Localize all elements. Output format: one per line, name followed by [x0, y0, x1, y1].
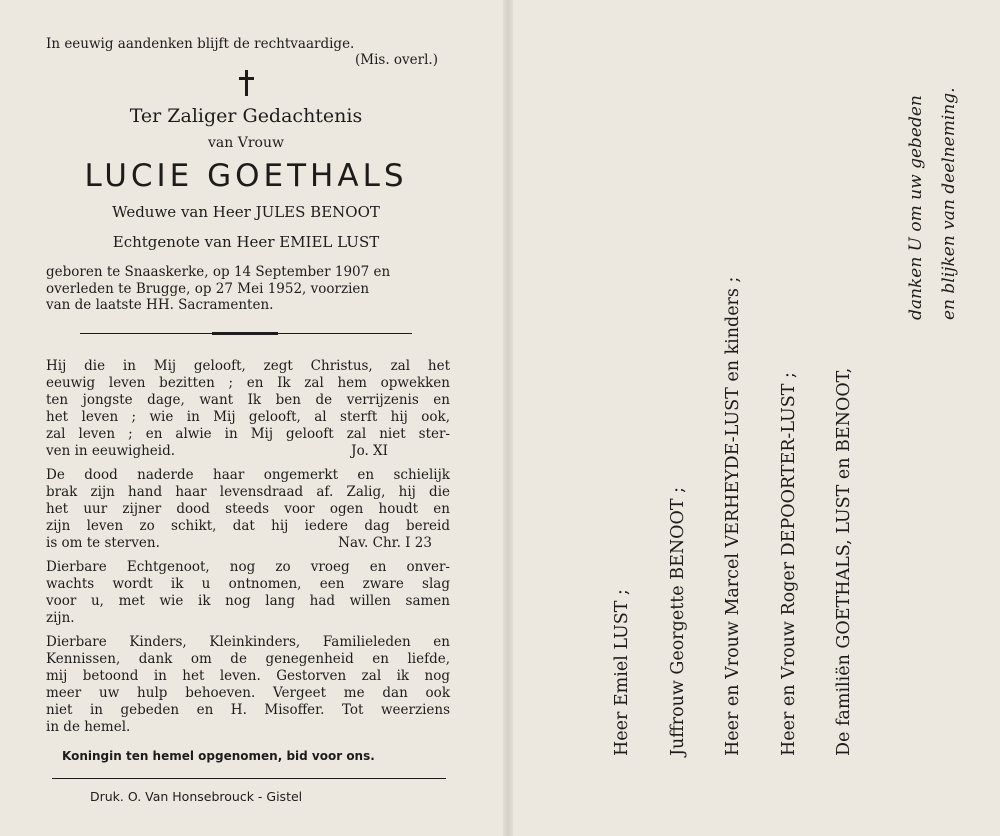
bottom-divider	[52, 778, 446, 779]
deceased-name: LUCIE GOETHALS	[84, 158, 408, 194]
text-line: Dierbare Kinders, Kleinkinders, Familieleden en	[46, 634, 450, 650]
text-line: voor u, met wie ik nog lang had willen samen	[46, 593, 450, 609]
text-line: ten jongste dage, want Ik ben de verrijzenis en	[46, 392, 450, 408]
prayer-line: Koningin ten hemel opgenomen, bid voor ons.	[62, 749, 375, 763]
text-line: zijn leven zo schikt, dat hij iedere dag bereid	[46, 518, 450, 534]
memorial-title: Ter Zaliger Gedachtenis	[129, 105, 363, 127]
family-line: De familiën GOETHALS, LUST en BENOOT,	[834, 367, 854, 756]
text-line: Dierbare Echtgenoot, nog zo vroeg en onver-	[46, 559, 450, 575]
scripture-paragraph	[46, 358, 450, 460]
spouse-paragraph	[46, 559, 450, 627]
cross-icon	[238, 70, 254, 96]
text-line: niet in gebeden en H. Misoffer. Tot weerziens	[46, 702, 450, 718]
divider-right	[278, 333, 412, 334]
family-line: Heer Emiel LUST ;	[612, 589, 632, 756]
card-fold	[503, 0, 513, 836]
text-line: eeuwig leven bezitten ; en Ik zal hem opwekken	[46, 375, 450, 391]
text-line: het uur zijner dood steeds voor ogen houdt en	[46, 501, 450, 517]
divider-center	[212, 332, 278, 335]
text-line-with-ref	[46, 535, 450, 552]
text-line: het leven ; wie in Mij gelooft, al sterft hij ook,	[46, 409, 450, 425]
family-line: Heer en Vrouw Marcel VERHEYDE-LUST en kinders ;	[723, 276, 743, 756]
memorial-subtitle: van Vrouw	[208, 135, 284, 151]
family-line: Heer en Vrouw Roger DEPOORTER-LUST ;	[779, 372, 799, 756]
text-line: ven in eeuwigheid.	[46, 443, 176, 459]
family-line: Juffrouw Georgette BENOOT ;	[668, 487, 688, 756]
divider-left	[80, 333, 212, 334]
text-line: meer uw hulp behoeven. Vergeet me dan ook	[46, 685, 450, 701]
life-dates	[46, 264, 450, 314]
thanks-line: en blijken van deelneming.	[939, 87, 959, 320]
scripture-reference: Jo. XI	[351, 443, 388, 459]
text-line: zal leven ; en alwie in Mij gelooft zal niet ster-	[46, 426, 450, 442]
motto-text: In eeuwig aandenken blijft de rechtvaardige.	[46, 36, 355, 52]
dates-line: van de laatste HH. Sacramenten.	[46, 297, 274, 313]
thanks-line: danken U om uw gebeden	[906, 95, 926, 320]
spouse-of: Echtgenote van Heer EMIEL LUST	[112, 233, 380, 251]
text-line: is om te sterven.	[46, 535, 160, 551]
text-line: in de hemel.	[46, 719, 131, 735]
scripture-reference: Nav. Chr. I 23	[338, 535, 432, 551]
text-line: wachts wordt ik u ontnomen, een zware slag	[46, 576, 450, 592]
text-line: Kennissen, dank om de genegenheid en liefde,	[46, 651, 450, 667]
dates-line: geboren te Snaaskerke, op 14 September 1907 en	[46, 264, 391, 280]
widow-of: Weduwe van Heer JULES BENOOT	[112, 203, 380, 221]
family-paragraph	[46, 634, 450, 736]
dates-line: overleden te Brugge, op 27 Mei 1952, voorzien	[46, 280, 370, 297]
motto-source: (Mis. overl.)	[355, 52, 438, 68]
text-line: De dood naderde haar ongemerkt en schielijk	[46, 467, 450, 483]
imitation-paragraph	[46, 467, 450, 552]
text-line: mij betoond in het leven. Gestorven zal ik nog	[46, 668, 450, 684]
text-line: Hij die in Mij gelooft, zegt Christus, zal het	[46, 358, 450, 374]
text-line: brak zijn hand haar levensdraad af. Zalig, hij die	[46, 484, 450, 500]
text-line-with-ref	[46, 443, 450, 460]
text-line: zijn.	[46, 610, 75, 626]
printer-credit: Druk. O. Van Honsebrouck - Gistel	[90, 789, 303, 804]
